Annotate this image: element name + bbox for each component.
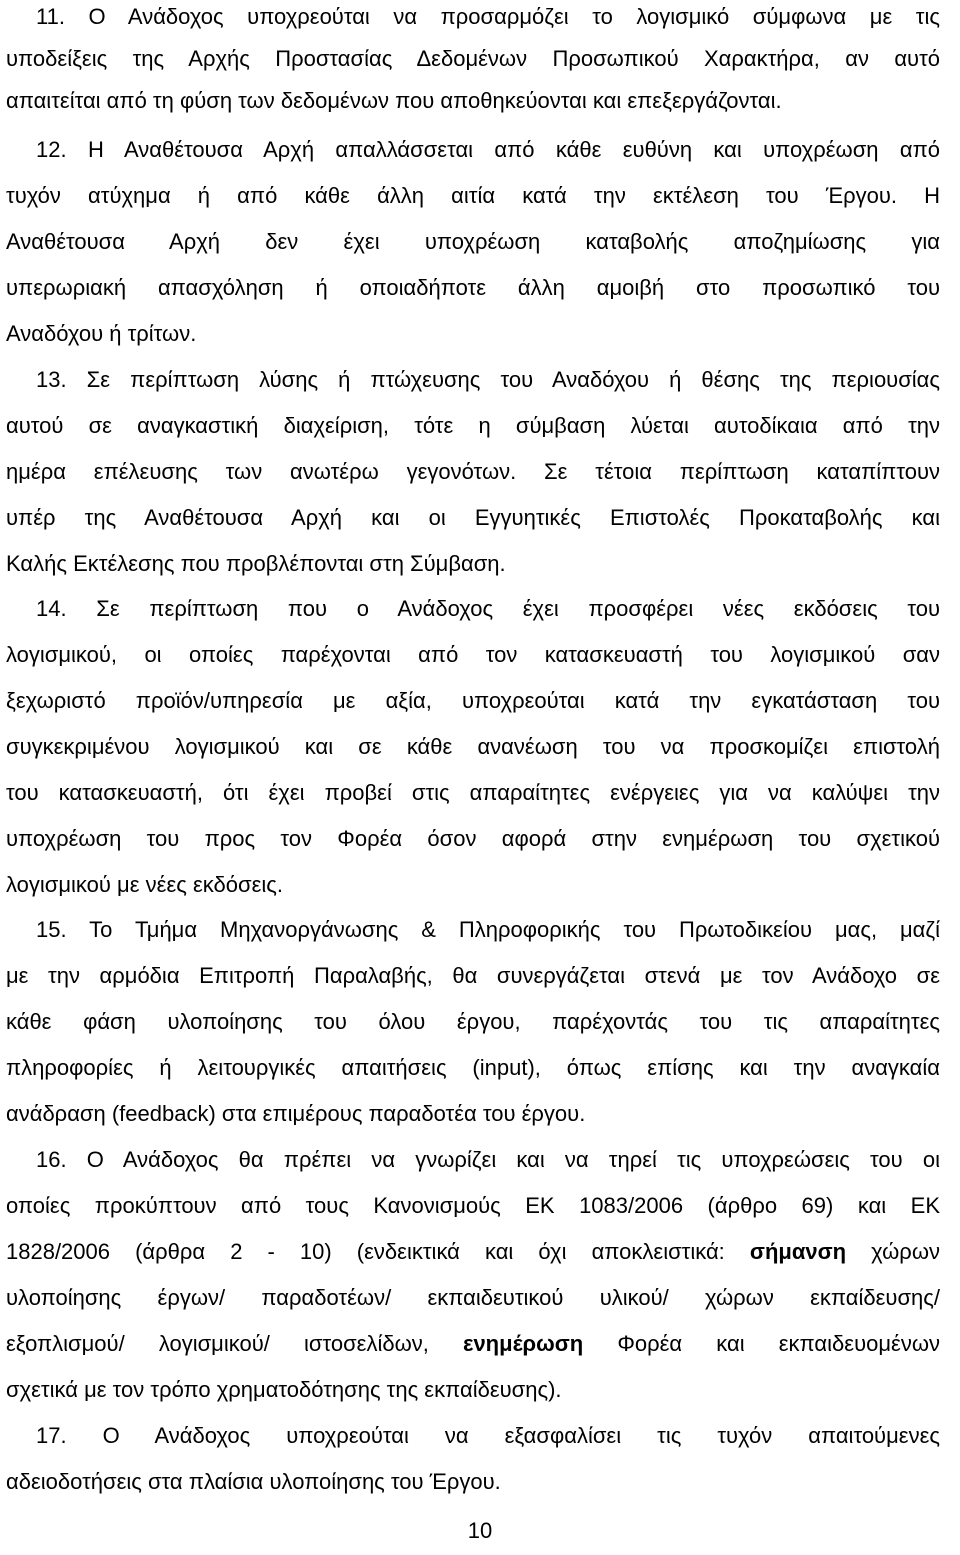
item-number: 11. (36, 4, 65, 29)
list-item-14-line-7: λογισμικού με νέες εκδόσεις. (6, 872, 283, 897)
list-item-11-line-1 (36, 4, 940, 30)
line-text: Το Τμήμα Μηχανοργάνωσης & Πληροφορικής του Πρωτοδικείου μας, μαζί (89, 917, 940, 942)
line-text: εξοπλισμού/ λογισμικού/ ιστοσελίδων, (6, 1331, 463, 1356)
item-number: 16. (36, 1147, 67, 1172)
list-item-14-line-1 (36, 596, 940, 622)
line-text: Φορέα και εκπαιδευομένων (583, 1331, 940, 1356)
item-number: 12. (36, 137, 67, 162)
list-item-14-line-3: ξεχωριστό προϊόν/υπηρεσία με αξία, υποχρεούται κατά την εγκατάσταση του (6, 688, 940, 713)
item-number: 14. (36, 596, 67, 621)
line-text: Σε περίπτωση που ο Ανάδοχος έχει προσφέρει νέες εκδόσεις του (96, 596, 940, 621)
list-item-14-line-4: συγκεκριμένου λογισμικού και σε κάθε ανανέωση του να προσκομίζει επιστολή (6, 734, 940, 759)
list-item-17-line-2: αδειοδοτήσεις στα πλαίσια υλοποίησης του Έργου. (6, 1469, 501, 1494)
bold-term: σήμανση (749, 1239, 847, 1264)
line-text: 1828/2006 (άρθρα 2 - 10) (ενδεικτικά και όχι αποκλειστικά: (6, 1239, 750, 1264)
bold-term: ενημέρωση (463, 1331, 584, 1356)
item-number: 15. (36, 917, 67, 942)
list-item-14-line-2: λογισμικού, οι οποίες παρέχονται από τον κατασκευαστή του λογισμικού σαν (6, 642, 940, 667)
list-item-15-line-1 (36, 917, 940, 943)
list-item-11-line-3: απαιτείται από τη φύση των δεδομένων που αποθηκεύονται και επεξεργάζονται. (6, 88, 782, 113)
list-item-17-line-1 (36, 1423, 940, 1449)
line-text: Σε περίπτωση λύσης ή πτώχευσης του Αναδόχου ή θέσης της περιουσίας (86, 367, 940, 392)
list-item-16-line-4: υλοποίησης έργων/ παραδοτέων/ εκπαιδευτικού υλικού/ χώρων εκπαίδευσης/ (6, 1285, 940, 1310)
list-item-15-line-2: με την αρμόδια Επιτροπή Παραλαβής, θα συνεργάζεται στενά με τον Ανάδοχο σε (6, 963, 940, 988)
list-item-16-line-5 (6, 1331, 940, 1357)
list-item-16-line-1 (36, 1147, 940, 1173)
line-text: Η Αναθέτουσα Αρχή απαλλάσσεται από κάθε ευθύνη και υποχρέωση από (87, 137, 940, 162)
list-item-11-line-2: υποδείξεις της Αρχής Προστασίας Δεδομένων Προσωπικού Χαρακτήρα, αν αυτό (6, 46, 940, 71)
line-text: Ο Ανάδοχος θα πρέπει να γνωρίζει και να τηρεί τις υποχρεώσεις του οι (86, 1147, 940, 1172)
list-item-13-line-2: αυτού σε αναγκαστική διαχείριση, τότε η σύμβαση λύεται αυτοδίκαια από την (6, 413, 940, 438)
list-item-13-line-4: υπέρ της Αναθέτουσα Αρχή και οι Εγγυητικές Επιστολές Προκαταβολής και (6, 505, 940, 530)
list-item-12-line-1 (36, 137, 940, 163)
list-item-13-line-5: Καλής Εκτέλεσης που προβλέπονται στη Σύμβαση. (6, 551, 506, 576)
list-item-16-line-2: οποίες προκύπτουν από τους Κανονισμούς ΕΚ 1083/2006 (άρθρο 69) και ΕΚ (6, 1193, 940, 1218)
list-item-12-line-5: Αναδόχου ή τρίτων. (6, 321, 197, 346)
list-item-16-line-6: σχετικά με τον τρόπο χρηματοδότησης της εκπαίδευσης). (6, 1377, 562, 1402)
list-item-12-line-2: τυχόν ατύχημα ή από κάθε άλλη αιτία κατά την εκτέλεση του Έργου. Η (6, 183, 940, 208)
list-item-13-line-3: ημέρα επέλευσης των ανωτέρω γεγονότων. Σε τέτοια περίπτωση καταπίπτουν (6, 459, 940, 484)
item-number: 17. (36, 1423, 67, 1448)
list-item-14-line-6: υποχρέωση του προς τον Φορέα όσον αφορά στην ενημέρωση του σχετικού (6, 826, 940, 851)
list-item-15-line-4: πληροφορίες ή λειτουργικές απαιτήσεις (input), όπως επίσης και την αναγκαία (6, 1055, 940, 1080)
list-item-13-line-1 (36, 367, 940, 393)
item-number: 13. (36, 367, 67, 392)
list-item-14-line-5: του κατασκευαστή, ότι έχει προβεί στις απαραίτητες ενέργειες για να καλύψει την (6, 780, 940, 805)
list-item-15-line-3: κάθε φάση υλοποίησης του όλου έργου, παρέχοντάς του τις απαραίτητες (6, 1009, 940, 1034)
list-item-16-line-3 (6, 1239, 940, 1265)
list-item-15-line-5: ανάδραση (feedback) στα επιμέρους παραδοτέα του έργου. (6, 1101, 586, 1126)
line-text: Ο Ανάδοχος υποχρεούται να προσαρμόζει το λογισμικό σύμφωνα με τις (88, 4, 940, 29)
line-text: χώρων (846, 1239, 940, 1264)
list-item-12-line-4: υπερωριακή απασχόληση ή οποιαδήποτε άλλη αμοιβή στο προσωπικό του (6, 275, 940, 300)
line-text: Ο Ανάδοχος υποχρεούται να εξασφαλίσει τις τυχόν απαιτούμενες (102, 1423, 940, 1448)
page-number: 10 (467, 1518, 493, 1543)
list-item-12-line-3: Αναθέτουσα Αρχή δεν έχει υποχρέωση καταβολής αποζημίωσης για (6, 229, 940, 254)
